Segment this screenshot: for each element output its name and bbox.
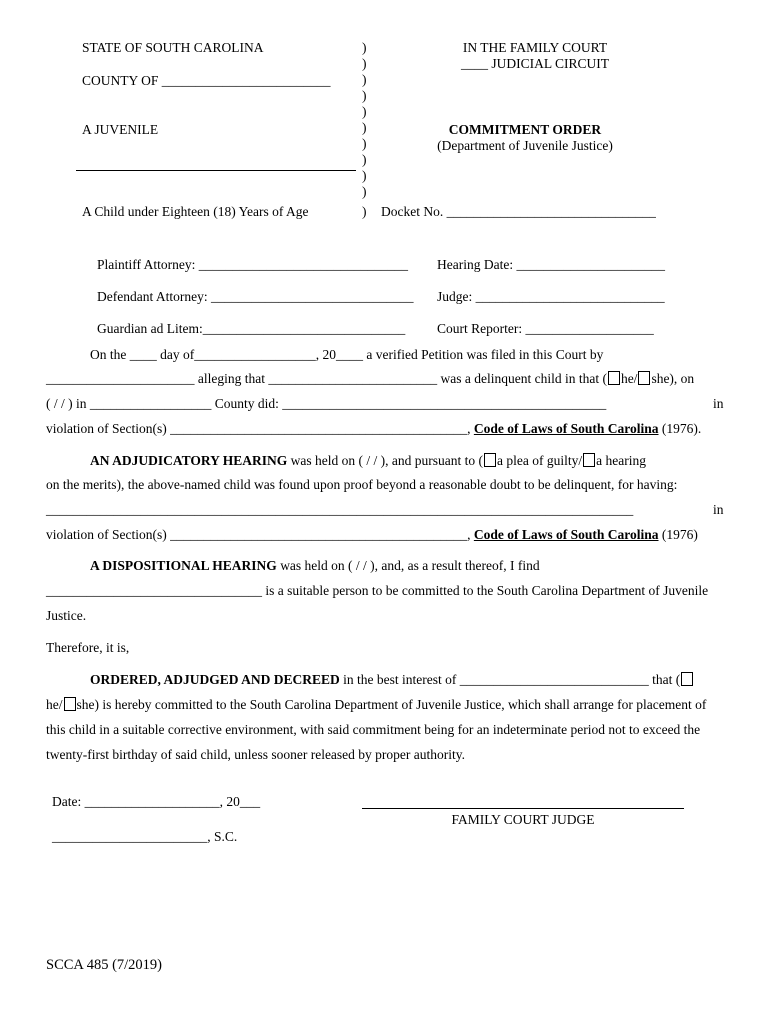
paren: ) — [362, 136, 367, 151]
she-checkbox[interactable] — [638, 371, 650, 385]
adjudicatory-line-2: on the merits), the above-named child was found upon proof beyond a reasonable doubt to be delinquent, for having: — [46, 477, 678, 492]
plea-of-guilty-checkbox[interactable] — [484, 453, 496, 467]
he-checkbox[interactable] — [608, 371, 620, 385]
state-label: STATE OF SOUTH CAROLINA — [82, 40, 264, 55]
section-field[interactable]: violation of Section(s) ____________________________________________, — [46, 527, 471, 542]
circuit-field[interactable]: ____ JUDICIAL CIRCUIT — [461, 56, 609, 71]
paren: ) — [362, 56, 367, 71]
court-label: IN THE FAMILY COURT — [462, 40, 608, 55]
child-age-label: A Child under Eighteen (18) Years of Age — [82, 204, 309, 219]
code-of-laws-label: Code of Laws of South Carolina — [473, 421, 659, 436]
year-label: (1976). — [661, 421, 702, 436]
ordered-line-2[interactable] — [46, 697, 706, 713]
family-court-judge-label: FAMILY COURT JUDGE — [451, 812, 595, 827]
paren: ) — [362, 120, 367, 135]
ordered-line-3: this child in a suitable corrective environment, with said commitment being for an indeterminate period not to exceed the — [46, 722, 701, 737]
hearing-date-field[interactable]: Hearing Date: ______________________ — [437, 257, 665, 272]
place-field[interactable]: _______________________, S.C. — [52, 829, 238, 844]
juvenile-label: A JUVENILE — [82, 122, 159, 137]
dispositional-text: was held on ( / / ), and, as a result thereof, I find — [276, 558, 540, 573]
he-label: he/ — [46, 697, 63, 712]
she-checkbox[interactable] — [64, 697, 76, 711]
order-subtitle: (Department of Juvenile Justice) — [437, 138, 613, 153]
judge-signature-line[interactable] — [362, 808, 684, 809]
defendant-attorney-field[interactable]: Defendant Attorney: ______________________________ — [97, 289, 414, 304]
paren: ) — [362, 88, 367, 103]
paren: ) — [362, 184, 367, 199]
adjudicatory-heading: AN ADJUDICATORY HEARING — [90, 453, 288, 468]
he-checkbox[interactable] — [681, 672, 693, 686]
dispositional-heading: A DISPOSITIONAL HEARING — [90, 558, 277, 573]
paren: ) — [362, 40, 367, 55]
petition-line-1[interactable]: On the ____ day of__________________, 20____ a verified Petition was filed in this Court by — [90, 347, 604, 362]
petition-line-3[interactable]: ( / / ) in __________________ County did: ________________________________________________ — [46, 396, 607, 411]
paren: ) — [362, 152, 367, 167]
adjudicatory-offense-field[interactable]: _______________________________________________________________________________________ — [46, 502, 634, 517]
ordered-line-4: twenty-first birthday of said child, unless sooner released by proper authority. — [46, 747, 466, 762]
ordered-line-2-text: she) is hereby committed to the South Carolina Department of Juvenile Justice, which shall arrange for placement of — [76, 697, 707, 712]
adjudicatory-line-1[interactable] — [90, 453, 646, 469]
order-title: COMMITMENT ORDER — [448, 122, 602, 137]
ordered-heading: ORDERED, ADJUDGED AND DECREED — [90, 672, 340, 687]
court-reporter-field[interactable]: Court Reporter: ___________________ — [437, 321, 654, 336]
county-field[interactable]: COUNTY OF _________________________ — [82, 73, 331, 88]
therefore-text: Therefore, it is, — [46, 640, 130, 655]
hearing-checkbox[interactable] — [583, 453, 595, 467]
plea-of-guilty-label: a plea of guilty/ — [497, 453, 583, 468]
juvenile-name-line[interactable] — [76, 170, 356, 171]
plaintiff-attorney-field[interactable]: Plaintiff Attorney: _______________________________ — [97, 257, 408, 272]
docket-field[interactable]: Docket No. _______________________________ — [381, 204, 656, 219]
petition-line-2[interactable] — [46, 371, 694, 387]
adjudicatory-in-label: in — [713, 502, 724, 517]
petition-line-2-text: ______________________ alleging that _________________________ was a delinquent child in that ( — [46, 371, 607, 386]
year-label: (1976) — [661, 527, 698, 542]
dispositional-line-3: Justice. — [46, 608, 87, 623]
hearing-label: a hearing — [596, 453, 646, 468]
paren: ) — [362, 104, 367, 119]
date-field[interactable]: Date: ____________________, 20___ — [52, 794, 261, 809]
ordered-text: in the best interest of ____________________________ that ( — [339, 672, 681, 687]
judge-field[interactable]: Judge: ____________________________ — [437, 289, 665, 304]
guardian-ad-litem-field[interactable]: Guardian ad Litem:______________________________ — [97, 321, 406, 336]
paren: ) — [362, 168, 367, 183]
dispositional-line-1[interactable] — [90, 558, 540, 574]
he-label: he/ — [620, 371, 638, 386]
ordered-line-1[interactable] — [90, 672, 694, 688]
petition-line-4[interactable] — [46, 421, 701, 437]
paren: ) — [362, 72, 367, 87]
adjudicatory-text: was held on ( / / ), and pursuant to ( — [287, 453, 484, 468]
code-of-laws-label: Code of Laws of South Carolina — [473, 527, 659, 542]
dispositional-line-2[interactable]: ________________________________ is a suitable person to be committed to the South Carolina Department of Juvenile — [46, 583, 709, 598]
form-number: SCCA 485 (7/2019) — [46, 957, 163, 973]
she-on-label: she), on — [651, 371, 695, 386]
petition-in-label: in — [713, 396, 724, 411]
section-field[interactable]: violation of Section(s) ____________________________________________, — [46, 421, 471, 436]
paren: ) — [362, 204, 367, 219]
adjudicatory-line-4[interactable] — [46, 527, 698, 543]
